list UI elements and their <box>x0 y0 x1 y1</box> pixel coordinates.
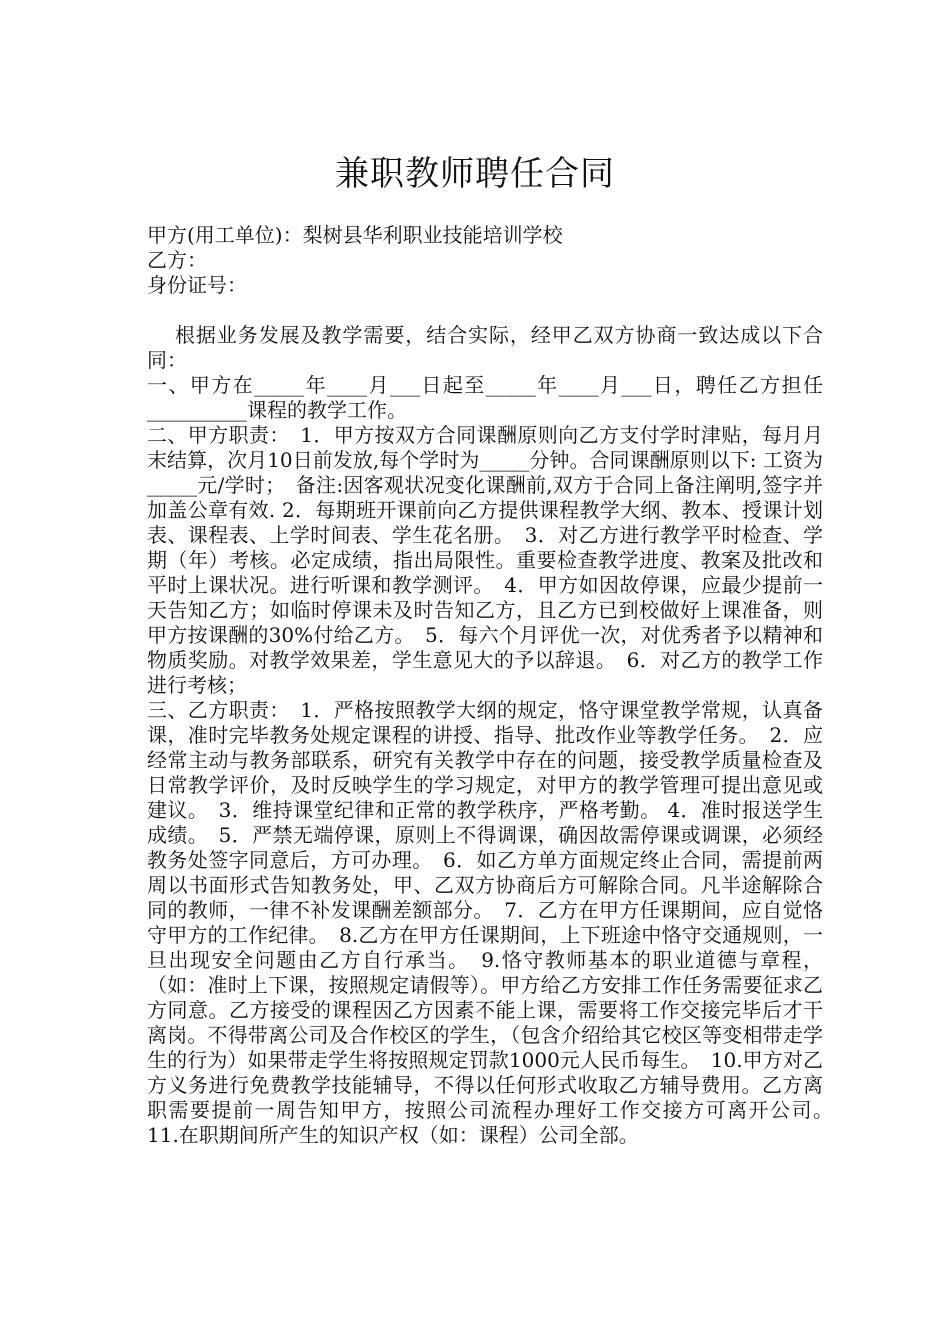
party-a-line: 甲方(用工单位)：梨树县华利职业技能培训学校 <box>147 223 563 247</box>
paragraph-spacer <box>147 298 823 323</box>
document-body <box>147 223 843 1148</box>
clause-3: 三、乙方职责： 1．严格按照教学大纲的规定，恪守课堂教学常规，认真备课，准时完毕教务处规定课程的讲授、指导、批改作业等教学任务。 2．应经常主动与教务部联系，研究有关教学中存在的问题，接受教学质量检查及日常教学评价，及时反映学生的学习规定，对甲方的教学管理可提出意见或建议。 3．维持课堂纪律和正常的教学秩序，严格考勤。 4．准时报送学生成绩。 5．严禁无端停课，原则上不得调课，确因故需停课或调课，必须经教务处签字同意后，方可办理。 6．如乙方单方面规定终止合同，需提前两周以书面形式告知教务处，甲、乙双方协商后方可解除合同。凡半途解除合同的教师，一律不补发课酬差额部分。 7．乙方在甲方任课期间，应自觉恪守甲方的工作纪律。 8.乙方在甲方任课期间，上下班途中恪守交通规则，一旦出现安全问题由乙方自行承当。 9.恪守教师基本的职业道德与章程，（如：准时上下课，按照规定请假等）。甲方给乙方安排工作任务需要征求乙方同意。乙方接受的课程因乙方因素不能上课，需要将工作交接完毕后才干离岗。不得带离公司及合作校区的学生，（包含介绍给其它校区等变相带走学生的行为）如果带走学生将按照规定罚款1000元人民币每生。 10.甲方对乙方义务进行免费教学技能辅导，不得以任何形式收取乙方辅导费用。乙方离职需要提前一周告知甲方，按照公司流程办理好工作交接方可离开公司。 11.在职期间所产生的知识产权（如：课程）公司全部。 <box>147 698 843 1147</box>
document-title: 兼职教师聘任合同 <box>335 154 615 194</box>
intro-paragraph: 根据业务发展及教学需要，结合实际，经甲乙双方协商一致达成以下合同： <box>147 323 823 372</box>
id-number-line: 身份证号： <box>147 273 247 297</box>
party-b-line: 乙方： <box>147 248 207 272</box>
clause-2: 二、甲方职责： 1．甲方按双方合同课酬原则向乙方支付学时津贴，每月月末结算，次月10日前发放,每个学时为_____分钟。合同课酬原则以下: 工资为_____元/学时； 备注:因客观状况变化课酬前,双方于合同上备注阐明,签字并加盖公章有效. 2．每期班开课前向乙方提供课程教学大纲、教本、授课计划表、课程表、上学时间表、学生花名册。 3．对乙方进行教学平时检查、学期（年）考核。必定成绩，指出局限性。重要检查教学进度、教案及批改和平时上课状况。进行听课和教学测评。 4．甲方如因故停课，应最少提前一天告知乙方；如临时停课未及时告知乙方，且乙方已到校做好上课准备，则甲方按课酬的30%付给乙方。 5．每六个月评优一次，对优秀者予以精神和物质奖励。对教学效果差，学生意见大的予以辞退。 6．对乙方的教学工作进行考核； <box>147 423 823 697</box>
clause-1: 一、甲方在_____年____月___日起至_____年____月___日，聘任乙方担任__________课程的教学工作。 <box>147 373 823 422</box>
